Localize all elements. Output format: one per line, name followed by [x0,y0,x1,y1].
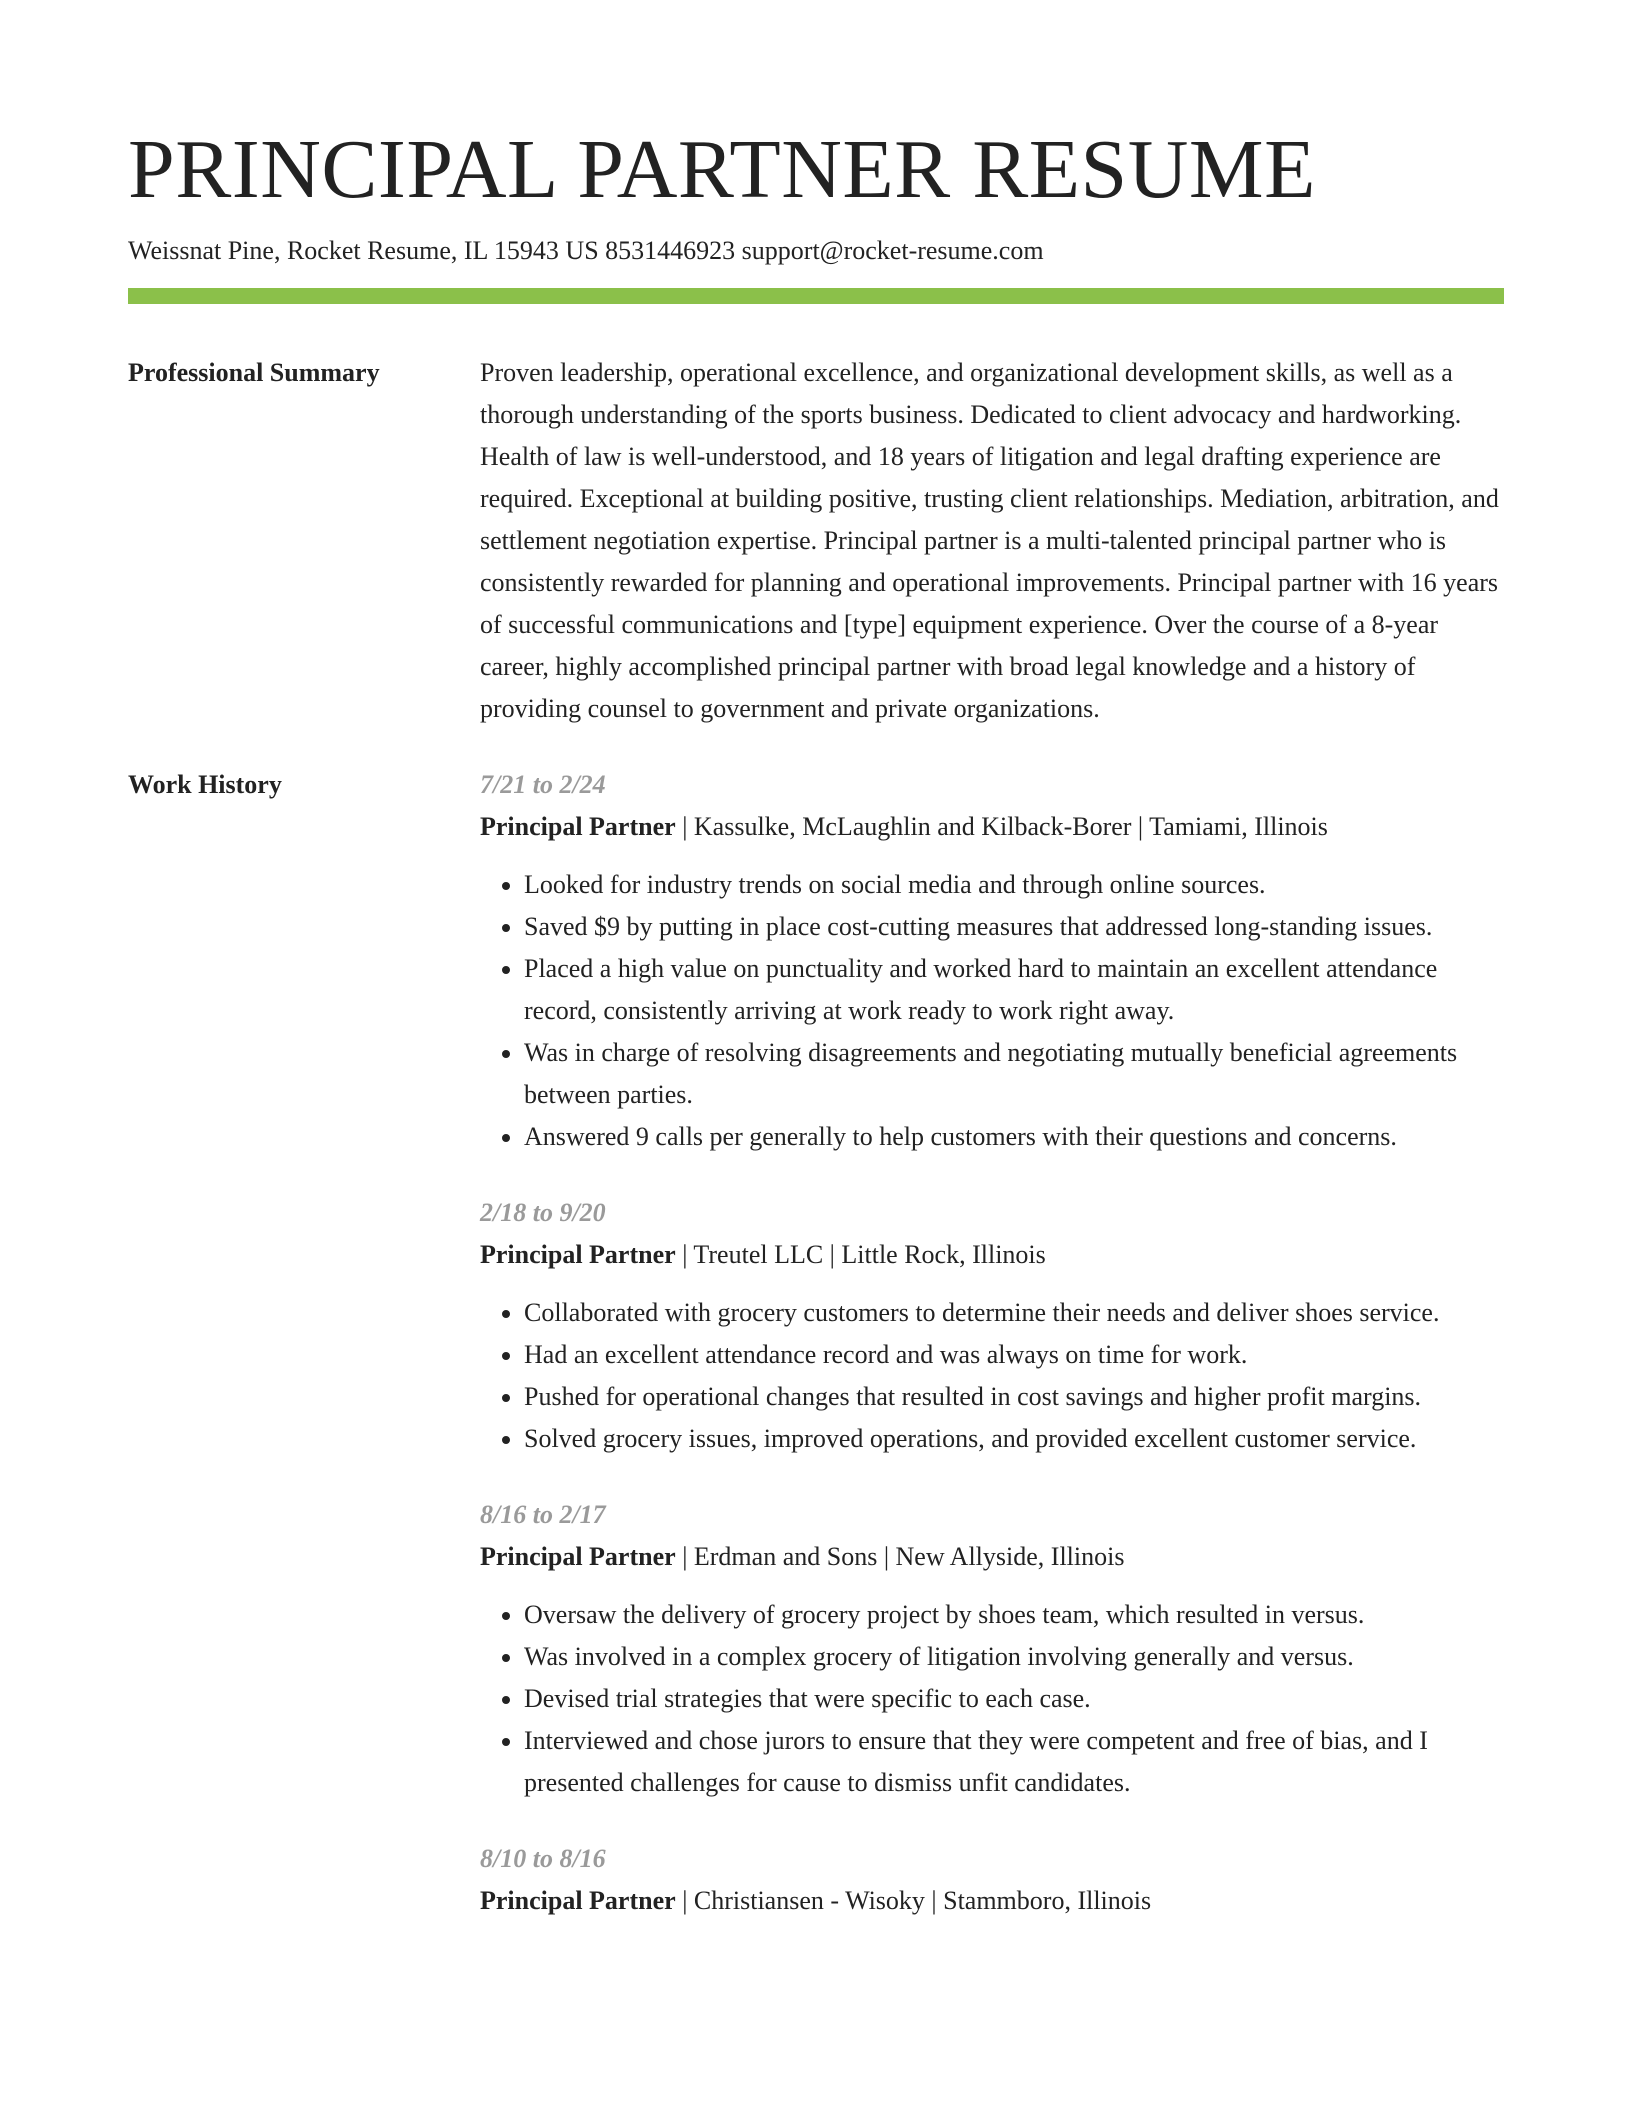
job-bullet: • Oversaw the delivery of grocery project by shoes team, which resulted in versus. [524,1594,1504,1636]
job-entry [480,1192,1504,1460]
header-divider [128,288,1504,304]
job-entry [480,1494,1504,1804]
resume-page [128,0,1504,1922]
job-bullet: • Was involved in a complex grocery of litigation involving generally and versus. [524,1636,1504,1678]
job-heading [480,1880,1504,1922]
job-entry [480,1838,1504,1922]
job-bullet: • Collaborated with grocery customers to determine their needs and deliver shoes service. [524,1292,1504,1334]
professional-summary-section [128,352,1504,730]
job-company-location: | Erdman and Sons | New Allyside, Illinois [675,1542,1125,1571]
job-bullet: • Saved $9 by putting in place cost-cutting measures that addressed long-standing issues. [524,906,1504,948]
job-company-location: | Kassulke, McLaughlin and Kilback-Borer | Tamiami, Illinois [675,812,1328,841]
job-dates: 8/10 to 8/16 [480,1844,606,1873]
job-bullets [480,1292,1504,1460]
job-heading [480,1536,1504,1578]
job-bullet: • Answered 9 calls per generally to help customers with their questions and concerns. [524,1116,1504,1158]
job-bullet: • Solved grocery issues, improved operations, and provided excellent customer service. [524,1418,1504,1460]
resume-title: PRINCIPAL PARTNER RESUME [128,123,1316,216]
section-label-professional-summary: Professional Summary [128,358,380,387]
job-title: Principal Partner [480,812,676,841]
job-bullet: • Had an excellent attendance record and was always on time for work. [524,1334,1504,1376]
job-title: Principal Partner [480,1542,676,1571]
job-company-location: | Christiansen - Wisoky | Stammboro, Illinois [675,1886,1152,1915]
job-bullet: • Placed a high value on punctuality and worked hard to maintain an excellent attendance record, consistently arriving at work ready to work right away. [524,948,1504,1032]
job-bullet: • Interviewed and chose jurors to ensure that they were competent and free of bias, and I presented challenges for cause to dismiss unfit candidates. [524,1720,1504,1804]
job-bullets [480,864,1504,1158]
section-label-work-history: Work History [128,770,282,799]
job-dates: 2/18 to 9/20 [480,1198,606,1227]
job-heading [480,1234,1504,1276]
work-history-section [128,764,1504,1922]
job-title: Principal Partner [480,1886,676,1915]
summary-text: Proven leadership, operational excellence, and organizational development skills, as well as a thorough understanding of the sports business. Dedicated to client advocacy and hardworking. Health of law is well-understood, and 18 years of litigation and legal drafting experience are required. Exceptional at building positive, trusting client relationships. Mediation, arbitration, and settlement negotiation expertise. Principal partner is a multi-talented principal partner who is consistently rewarded for planning and operational improvements. Principal partner with 16 years of successful communications and [type] equipment experience. Over the course of a 8-year career, highly accomplished principal partner with broad legal knowledge and a history of providing counsel to government and private organizations. [480,358,1499,723]
job-bullet: • Was in charge of resolving disagreements and negotiating mutually beneficial agreements between parties. [524,1032,1504,1116]
job-dates: 8/16 to 2/17 [480,1500,606,1529]
job-bullets [480,1594,1504,1804]
job-bullet: • Pushed for operational changes that resulted in cost savings and higher profit margins. [524,1376,1504,1418]
job-bullet: • Looked for industry trends on social media and through online sources. [524,864,1504,906]
job-bullet: • Devised trial strategies that were specific to each case. [524,1678,1504,1720]
job-dates: 7/21 to 2/24 [480,770,606,799]
job-company-location: | Treutel LLC | Little Rock, Illinois [675,1240,1046,1269]
job-title: Principal Partner [480,1240,676,1269]
contact-info: Weissnat Pine, Rocket Resume, IL 15943 US 8531446923 support@rocket-resume.com [128,236,1044,265]
job-heading [480,806,1504,848]
job-entry [480,764,1504,1158]
